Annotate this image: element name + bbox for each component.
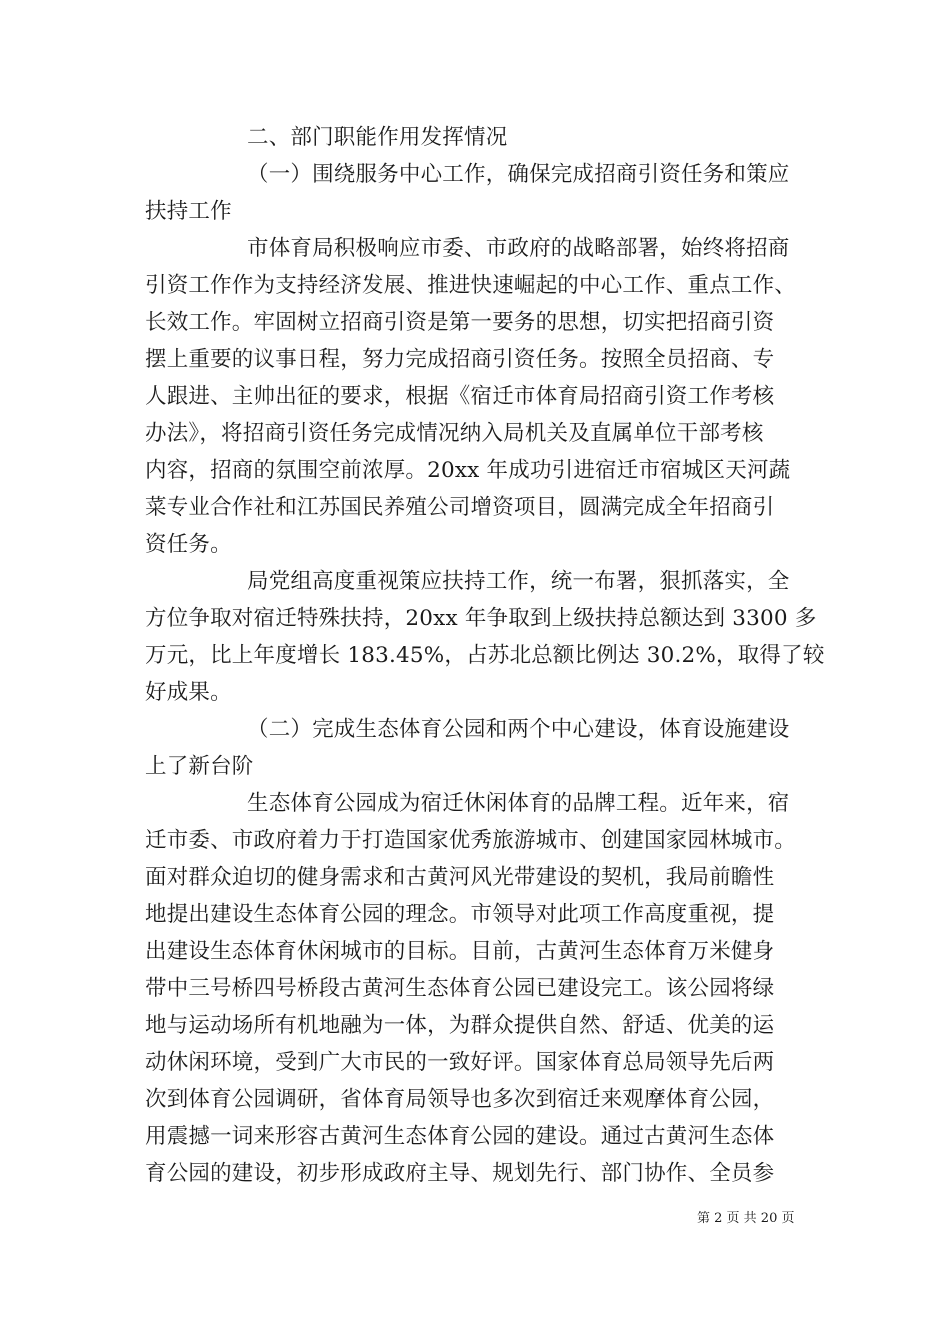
subsection-heading-2: （二）完成生态体育公园和两个中心建设，体育设施建设 — [247, 717, 790, 742]
paragraph-3-line: 育公园的建设，初步形成政府主导、规划先行、部门协作、全员参 — [145, 1161, 775, 1186]
section-heading: 二、部门职能作用发挥情况 — [247, 125, 508, 150]
subsection-heading-1: （一）围绕服务中心工作，确保完成招商引资任务和策应 — [247, 162, 790, 187]
paragraph-3-line: 动休闲环境，受到广大市民的一致好评。国家体育总局领导先后两 — [145, 1050, 775, 1075]
paragraph-2-line: 好成果。 — [145, 680, 232, 705]
paragraph-1-line: 人跟进、主帅出征的要求，根据《宿迁市体育局招商引资工作考核 — [145, 384, 775, 409]
paragraph-1-line: 长效工作。牢固树立招商引资是第一要务的思想，切实把招商引资 — [145, 310, 775, 335]
paragraph-3-line: 迁市委、市政府着力于打造国家优秀旅游城市、创建国家园林城市。 — [145, 828, 797, 853]
paragraph-3-line: 次到体育公园调研，省体育局领导也多次到宿迁来观摩体育公园， — [145, 1087, 775, 1112]
paragraph-2-line: 局党组高度重视策应扶持工作，统一布署，狠抓落实，全 — [247, 569, 790, 594]
subsection-heading-2-cont: 上了新台阶 — [145, 754, 254, 779]
paragraph-1-line: 办法》，将招商引资任务完成情况纳入局机关及直属单位干部考核 — [145, 421, 764, 446]
paragraph-1-line: 摆上重要的议事日程，努力完成招商引资任务。按照全员招商、专 — [145, 347, 775, 372]
paragraph-1-line: 引资工作作为支持经济发展、推进快速崛起的中心工作、重点工作、 — [145, 273, 797, 298]
paragraph-2-line: 万元，比上年度增长 183.45%，占苏北总额比例达 30.2%，取得了较 — [145, 643, 825, 668]
paragraph-3-line: 地与运动场所有机地融为一体，为群众提供自然、舒适、优美的运 — [145, 1013, 775, 1038]
page-number: 第 2 页 共 20 页 — [697, 1211, 795, 1226]
paragraph-3-line: 出建设生态体育休闲城市的目标。目前，古黄河生态体育万米健身 — [145, 939, 775, 964]
paragraph-1-line: 内容，招商的氛围空前浓厚。20xx 年成功引进宿迁市宿城区天河蔬 — [145, 458, 791, 483]
paragraph-1-line: 市体育局积极响应市委、市政府的战略部署，始终将招商 — [247, 236, 790, 261]
paragraph-3-line: 地提出建设生态体育公园的理念。市领导对此项工作高度重视，提 — [145, 902, 775, 927]
paragraph-3-line: 用震撼一词来形容古黄河生态体育公园的建设。通过古黄河生态体 — [145, 1124, 775, 1149]
paragraph-1-line: 资任务。 — [145, 532, 232, 557]
paragraph-2-line: 方位争取对宿迁特殊扶持，20xx 年争取到上级扶持总额达到 3300 多 — [145, 606, 817, 631]
subsection-heading-1-cont: 扶持工作 — [145, 199, 232, 224]
paragraph-1-line: 菜专业合作社和江苏国民养殖公司增资项目，圆满完成全年招商引 — [145, 495, 775, 520]
paragraph-3-line: 面对群众迫切的健身需求和古黄河风光带建设的契机，我局前瞻性 — [145, 865, 775, 890]
paragraph-3-line: 带中三号桥四号桥段古黄河生态体育公园已建设完工。该公园将绿 — [145, 976, 775, 1001]
paragraph-3-line: 生态体育公园成为宿迁休闲体育的品牌工程。近年来，宿 — [247, 791, 790, 816]
